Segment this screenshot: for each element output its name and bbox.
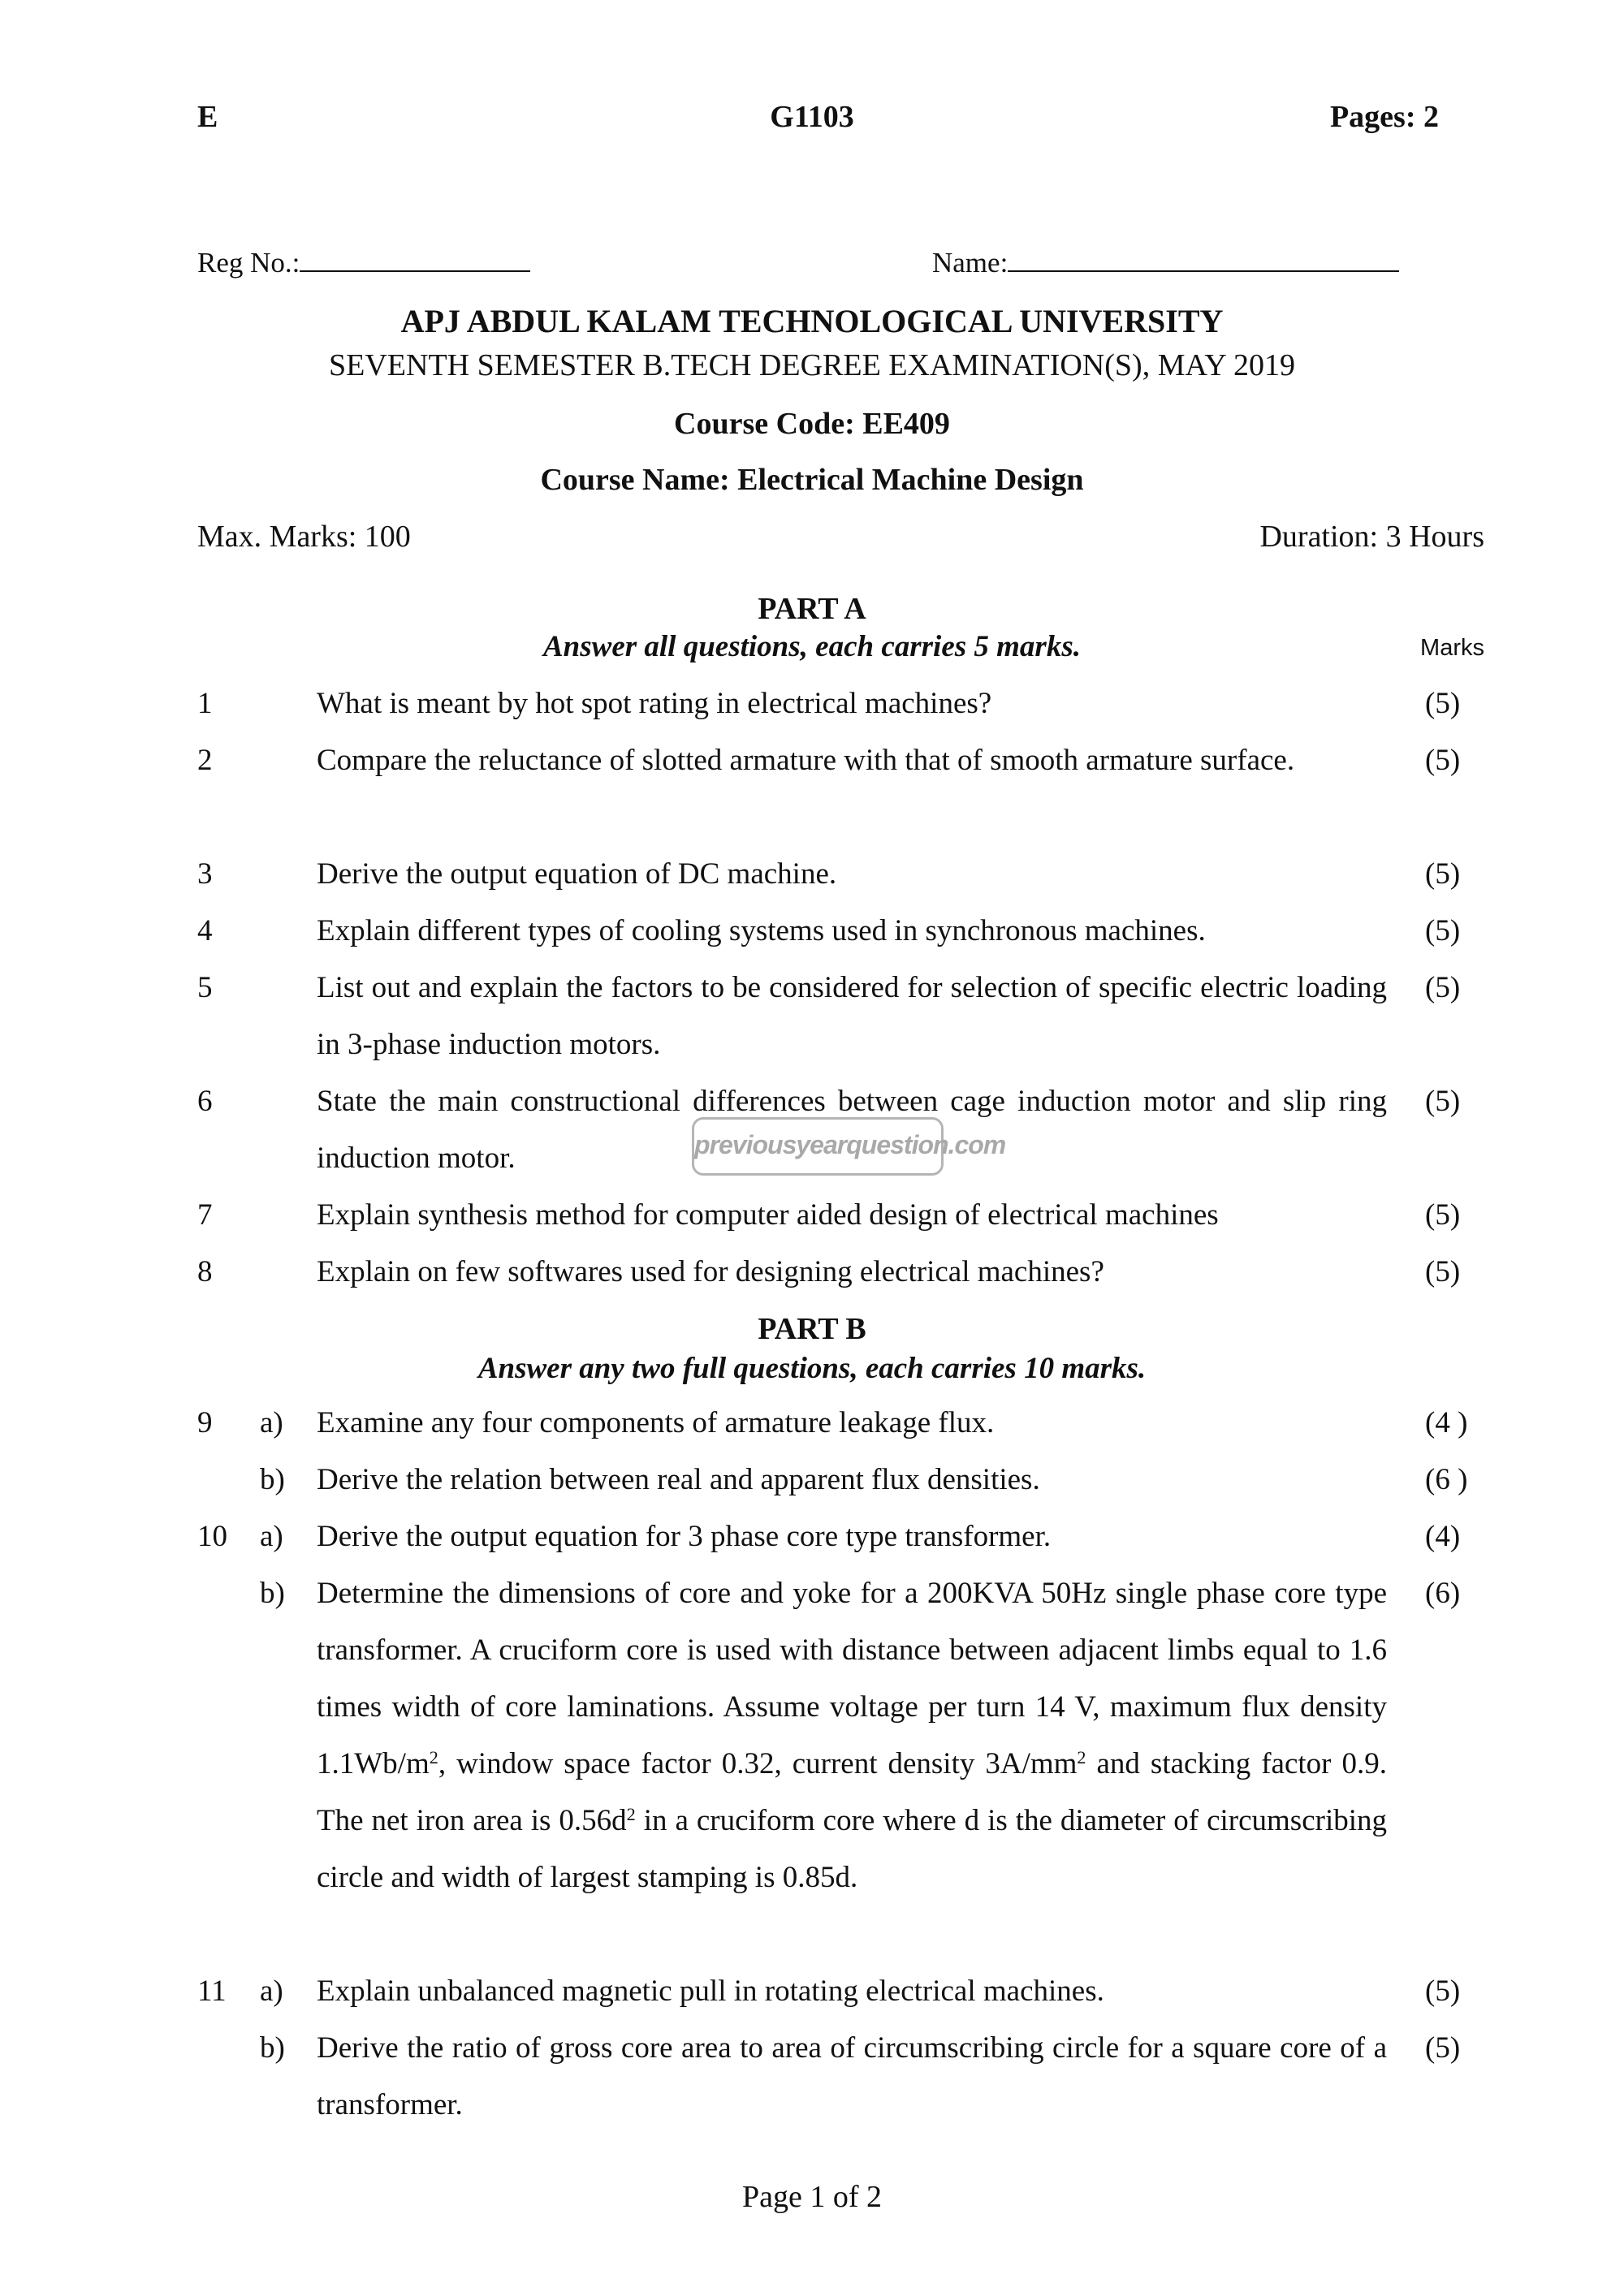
question-text: Derive the relation between real and apparent flux densities.: [317, 1463, 1040, 1496]
part-b-title: PART B: [758, 1312, 866, 1346]
question-marks: (5): [1425, 914, 1461, 947]
sub-question-label: b): [260, 1577, 285, 1610]
sub-question-label: b): [260, 1463, 285, 1496]
reg-no-label: Reg No.:: [197, 247, 300, 278]
question-number: 2: [197, 744, 213, 777]
watermark-logo: previousyearquestion.com: [692, 1117, 944, 1176]
question-text: Explain synthesis method for computer aided design of electrical machines: [317, 1198, 1219, 1232]
question-text: Derive the output equation of DC machine.: [317, 857, 837, 891]
question-number: 10: [197, 1520, 227, 1553]
question-number: 8: [197, 1255, 213, 1288]
question-marks: (4 ): [1425, 1406, 1468, 1439]
exam-title: SEVENTH SEMESTER B.TECH DEGREE EXAMINATION(S), MAY 2019: [329, 348, 1295, 382]
question-number: 7: [197, 1198, 213, 1232]
question-text: Derive the output equation for 3 phase core type transformer.: [317, 1520, 1052, 1553]
page-count: Pages: 2: [1329, 100, 1439, 134]
sub-question-label: b): [260, 2031, 285, 2065]
question-marks: (5): [1425, 1974, 1461, 2008]
question-number: 6: [197, 1085, 213, 1118]
question-text: Explain unbalanced magnetic pull in rotating electrical machines.: [317, 1974, 1104, 2008]
question-marks: (6): [1425, 1577, 1461, 1610]
question-marks: (5): [1425, 1085, 1461, 1118]
question-number: 5: [197, 971, 213, 1004]
duration: Duration: 3 Hours: [1259, 520, 1484, 554]
question-number: 3: [197, 857, 213, 891]
question-number: 11: [197, 1974, 227, 2008]
question-marks: (5): [1425, 1255, 1461, 1288]
name-field: [932, 246, 1399, 279]
part-b-instruction: Answer any two full questions, each carries 10 marks.: [477, 1352, 1147, 1385]
question-marks: (5): [1425, 1198, 1461, 1232]
reg-no-field: [197, 246, 530, 279]
name-label: Name:: [932, 247, 1009, 278]
sub-question-label: a): [260, 1974, 283, 2008]
page-footer: Page 1 of 2: [741, 2180, 883, 2214]
question-marks: (4): [1425, 1520, 1461, 1553]
question-text: List out and explain the factors to be considered for selection of specific electric loading in 3-phase induction motors.: [317, 971, 1387, 1061]
question-number: 9: [197, 1406, 213, 1439]
marks-column-header: Marks: [1420, 635, 1484, 661]
course-code: Course Code: EE409: [674, 407, 950, 441]
question-marks: (5): [1425, 857, 1461, 891]
question-marks: (5): [1425, 971, 1461, 1004]
course-name: Course Name: Electrical Machine Design: [540, 463, 1084, 497]
max-marks: Max. Marks: 100: [197, 520, 411, 554]
name-blank: [1008, 246, 1399, 272]
question-text: Compare the reluctance of slotted armature with that of smooth armature surface.: [317, 744, 1295, 777]
header-left: E: [197, 100, 218, 134]
part-a-instruction: Answer all questions, each carries 5 marks.: [543, 630, 1081, 663]
question-text: State the main constructional differences between cage induction motor and slip ring induction motor.: [317, 1085, 1387, 1175]
question-number: 1: [197, 687, 213, 720]
question-text: Derive the ratio of gross core area to area of circumscribing circle for a square core of a transformer.: [317, 2031, 1387, 2121]
question-text: Determine the dimensions of core and yoke for a 200KVA 50Hz single phase core type transformer. A cruciform core is used with distance between adjacent limbs equal to 1.6 times width of core laminations. Assume voltage per turn 14 V, maximum flux density $1.1Wb/m^2$, window space factor 0.32, current density $3A/mm^2$ and stacking factor 0.9. The net iron area is $0.56d^2$ in a cruciform core where d is the diameter of circumscribing circle and width of largest stamping is 0.85d.: [317, 1577, 1388, 1894]
question-marks: (5): [1425, 2031, 1461, 2065]
question-number: 4: [197, 914, 213, 947]
question-text: Examine any four components of armature leakage flux.: [317, 1406, 995, 1439]
question-marks: (6 ): [1425, 1463, 1468, 1496]
paper-code: G1103: [770, 100, 854, 134]
sub-question-label: a): [260, 1520, 283, 1553]
reg-no-blank: [300, 246, 530, 272]
question-marks: (5): [1425, 744, 1461, 777]
question-text: Explain on few softwares used for designing electrical machines?: [317, 1255, 1104, 1288]
university-name: APJ ABDUL KALAM TECHNOLOGICAL UNIVERSITY: [400, 303, 1224, 339]
question-text: Explain different types of cooling systems used in synchronous machines.: [317, 914, 1206, 947]
sub-question-label: a): [260, 1406, 283, 1439]
question-text: What is meant by hot spot rating in electrical machines?: [317, 687, 992, 720]
question-marks: (5): [1425, 687, 1461, 720]
part-a-title: PART A: [758, 592, 866, 626]
